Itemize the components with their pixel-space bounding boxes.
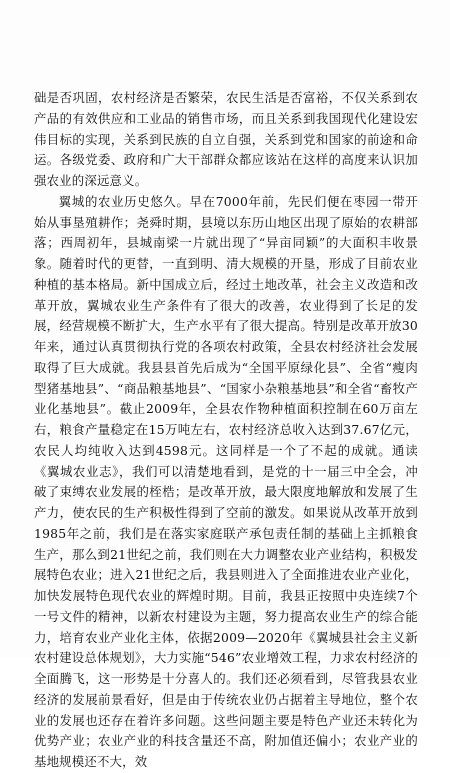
paragraph-history: 翼城的农业历史悠久。早在7000年前，先民们便在枣园一带开始从事垦殖耕作；尧舜时期，县境以东历山地区出现了原始的农耕部落；西周初年，县城南梁一片就出现了“异亩同颖”的大面积丰收景象。随着时代的更替，一直到明、清大规模的开垦，形成了目前农业种植的基本格局。新中国成立后，经过土地改革，社会主义改造和改革开放，翼城农业生产条件有了很大的改善，农业得到了长足的发展，经营规模不断扩大，生产水平有了很大提高。特别是改革开放30年来，通过认真贯彻执行党的各项农村政策，全县农村经济社会发展取得了巨大成就。我县县首先后成为“全国平原绿化县”、全省“瘦肉型猪基地县”、“商品粮基地县”、“国家小杂粮基地县”和全省“畜牧产业化基地县”。截止2009年，全县农作物种植面积控制在60万亩左右，粮食产量稳定在15万吨左右，农村经济总收入达到37.67亿元，农民人均纯收入达到4598元。这同样是一个了不起的成就。通读《翼城农业志》，我们可以清楚地看到，是党的十一届三中全会，冲破了束缚农业发展的桎梏；是改革开放，最大限度地解放和发展了生产力，使农民的生产积极性得到了空前的激发。如果说从改革开放到1985年之前，我们是在落实家庭联产承包责任制的基础上主抓粮食生产，那么到21世纪之前，我们则在大力调整农业产业结构，积极发展特色农业；进入21世纪之后，我县则进入了全面推进农业产业化，加快发展特色现代农业的辉煌时期。目前，我县正按照中央连续7个一号文件的精神，以新农村建设为主题，努力提高农业生产的综合能力，培育农业产业化主体，依据2009—2020年《翼城县社会主义新农村建设总体规划》，大力实施“546”农业增效工程，力求农村经济的全面腾飞，这一形势是十分喜人的。我们还必须看到，尽管我县农业经济的发展前景看好，但是由于传统农业仍占据着主导地位，整个农业的发展也还存在着许多问题。这些问题主要是特色产业还未转化为优势产业；农业产业的科技含量还不高，附加值还偏小；农业产业的基地规模还不大，效 xyxy=(34,193,418,769)
paragraph-continuation: 础是否巩固，农村经济是否繁荣，农民生活是否富裕，不仅关系到农产品的有效供应和工业品的销售市场，而且关系到我国现代化建设宏伟目标的实现，关系到民族的自立自强，关系到党和国家的前途和命运。各级党委、政府和广大干部群众都应该站在这样的高度来认识加强农业的深远意义。 xyxy=(34,90,418,188)
body-text xyxy=(34,88,418,773)
